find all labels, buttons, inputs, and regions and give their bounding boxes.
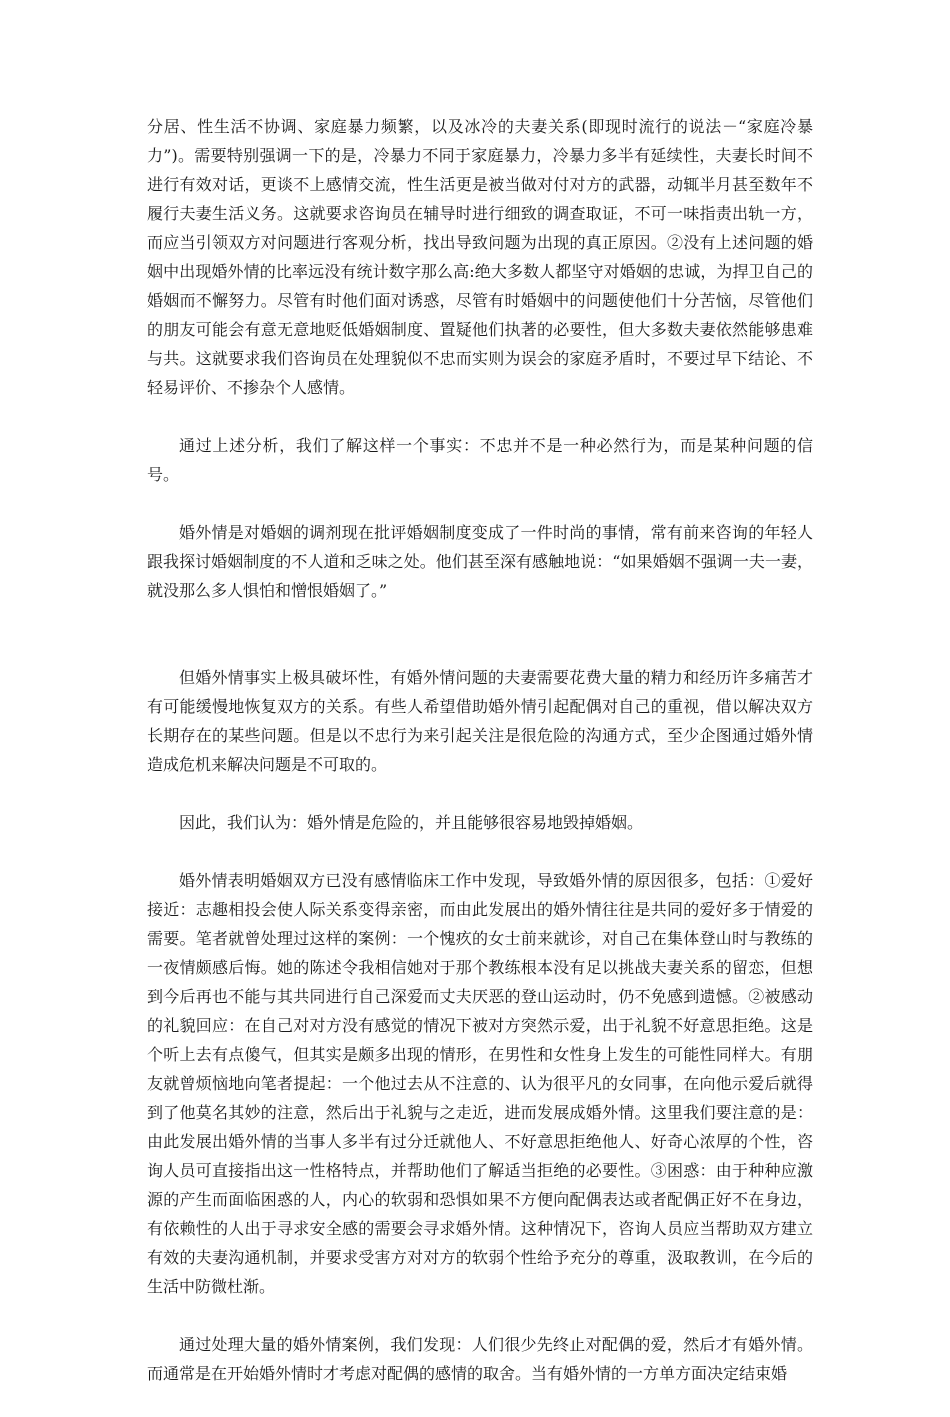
paragraph-conclusion: 因此，我们认为：婚外情是危险的，并且能够很容易地毁掉婚姻。 (179, 813, 644, 832)
paragraph-analysis-summary: 通过上述分析，我们了解这样一个事实：不忠并不是一种必然行为，而是某种问题的信号。 (147, 436, 813, 484)
paragraph-cold-violence: 分居、性生活不协调、家庭暴力频繁，以及冰冷的夫妻关系(即现时流行的说法－“家庭冷暴力”)。需要特别强调一下的是，冷暴力不同于家庭暴力，冷暴力多半有延续性，夫妻长时间不进行有效对话，更谈不上感情交流，性生活更是被当做对付对方的武器，动辄半月甚至数年不履行夫妻生活义务。这就要求咨询员在辅导时进行细致的调查取证，不可一味指责出轨一方，而应当引领双方对问题进行客观分析，找出导致问题为出现的真正原因。②没有上述问题的婚姻中出现婚外情的比率远没有统计数字那么高:绝大多数人都坚守对婚姻的忠诚，为捍卫自己的婚姻而不懈努力。尽管有时他们面对诱惑，尽管有时婚姻中的问题使他们十分苦恼，尽管他们的朋友可能会有意无意地贬低婚姻制度、置疑他们执著的必要性，但大多数夫妻依然能够患难与共。这就要求我们咨询员在处理貌似不忠而实则为误会的家庭矛盾时，不要过早下结论、不轻易评价、不掺杂个人感情。 (147, 117, 813, 397)
paragraph-destructiveness: 但婚外情事实上极具破坏性，有婚外情问题的夫妻需要花费大量的精力和经历许多痛苦才有可能缓慢地恢复双方的关系。有些人希望借助婚外情引起配偶对自己的重视，借以解决双方长期存在的某些问题。但是以不忠行为来引起关注是很危险的沟通方式，至少企图通过婚外情造成危机来解决问题是不可取的。 (147, 668, 813, 774)
paragraph-causes: 婚外情表明婚姻双方已没有感情临床工作中发现，导致婚外情的原因很多，包括：①爱好接近：志趣相投会使人际关系变得亲密，而由此发展出的婚外情往往是共同的爱好多于情爱的需要。笔者就曾处理过这样的案例：一个愧疚的女士前来就诊，对自己在集体登山时与教练的一夜情颇感后悔。她的陈述令我相信她对于那个教练根本没有足以挑战夫妻关系的留恋，但想到今后再也不能与其共同进行自己深爱而丈夫厌恶的登山运动时，仍不免感到遗憾。②被感动的礼貌回应：在自己对对方没有感觉的情况下被对方突然示爱，出于礼貌不好意思拒绝。这是个听上去有点傻气，但其实是颇多出现的情形，在男性和女性身上发生的可能性同样大。有朋友就曾烦恼地向笔者提起：一个他过去从不注意的、认为很平凡的女同事，在向他示爱后就得到了他莫名其妙的注意，然后出于礼貌与之走近，进而发展成婚外情。这里我们要注意的是：由此发展出婚外情的当事人多半有过分迁就他人、不好意思拒绝他人、好奇心浓厚的个性，咨询人员可直接指出这一性格特点，并帮助他们了解适当拒绝的必要性。③困惑：由于种种应激源的产生而面临困惑的人，内心的软弱和恐惧如果不方便向配偶表达或者配偶正好不在身边，有依赖性的人出于寻求安全感的需要会寻求婚外情。这种情况下，咨询人员应当帮助双方建立有效的夫妻沟通机制，并要求受害方对对方的软弱个性给予充分的尊重，汲取教训，在今后的生活中防微杜渐。 (147, 871, 813, 1296)
paragraph-case-findings: 通过处理大量的婚外情案例，我们发现：人们很少先终止对配偶的爱，然后才有婚外情。而通常是在开始婚外情时才考虑对配偶的感情的取舍。当有婚外情的一方单方面决定结束婚 (147, 1335, 813, 1383)
document-body (147, 112, 813, 1417)
paragraph-affair-as-remedy: 婚外情是对婚姻的调剂现在批评婚姻制度变成了一件时尚的事情，常有前来咨询的年轻人跟我探讨婚姻制度的不人道和乏味之处。他们甚至深有感触地说：“如果婚姻不强调一夫一妻，就没那么多人惧怕和憎恨婚姻了。” (147, 523, 813, 600)
